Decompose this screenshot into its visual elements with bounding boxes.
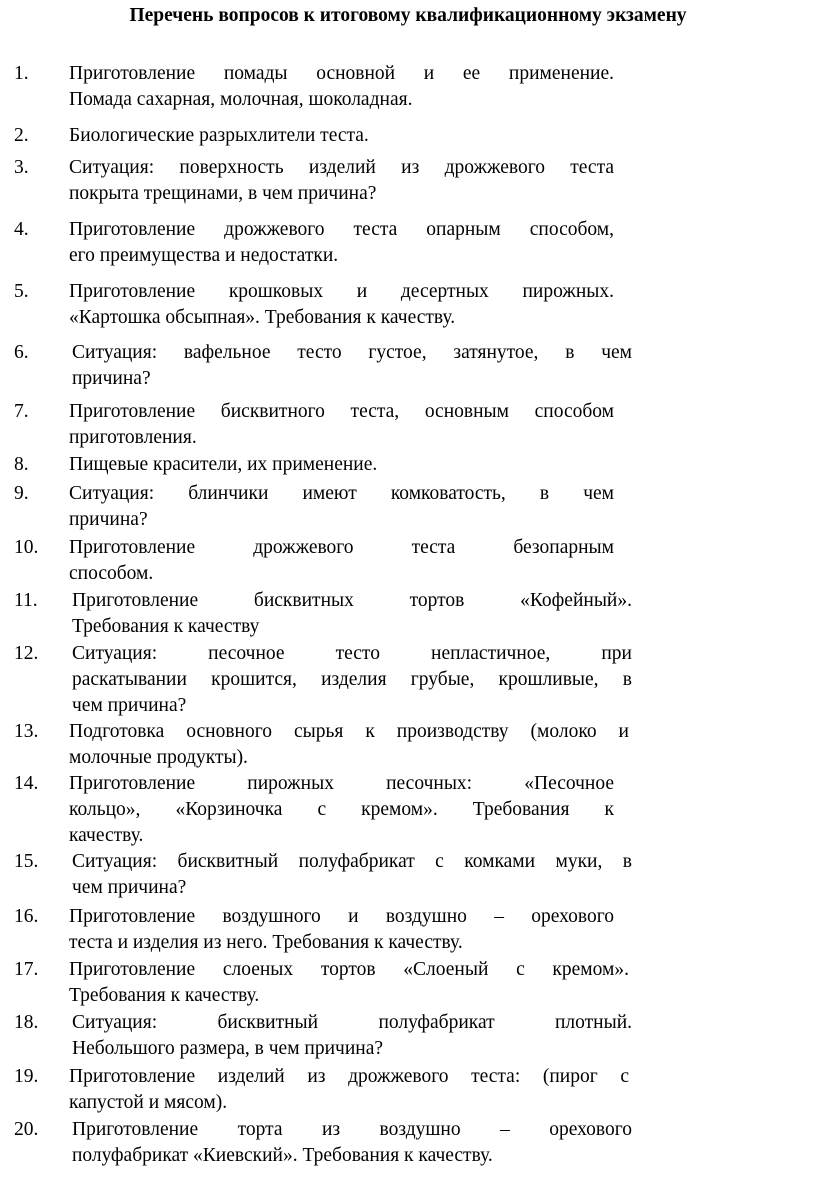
item-number: 9. (14, 483, 29, 504)
item-text (69, 155, 614, 207)
item-text (72, 1117, 632, 1169)
item-text-line: Приготовление помады основной и ее применение. (69, 63, 614, 84)
item-text-line: Приготовление бисквитного теста, основным способом (69, 401, 614, 422)
item-text (72, 849, 632, 901)
item-text-line: Требования к качеству (72, 616, 260, 637)
item-number: 6. (14, 342, 29, 363)
item-text-line: раскатывании крошится, изделия грубые, крошливые, в (72, 669, 632, 690)
item-number: 16. (14, 906, 39, 927)
item-text-line: причина? (72, 368, 151, 389)
item-number: 10. (14, 537, 39, 558)
item-text-line: Приготовление дрожжевого теста опарным способом, (69, 219, 614, 240)
item-number: 11. (14, 590, 38, 611)
item-number: 15. (14, 851, 39, 872)
item-text-line: Ситуация: песочное тесто непластичное, при (72, 643, 632, 664)
item-text-line: Ситуация: бисквитный полуфабрикат с комками муки, в (72, 851, 632, 872)
item-number: 5. (14, 281, 29, 302)
item-text (72, 588, 632, 640)
item-text-line: кольцо», «Корзиночка с кремом». Требования к (69, 799, 614, 820)
item-text (72, 340, 632, 392)
item-text-line: Ситуация: бисквитный полуфабрикат плотный. (72, 1012, 632, 1033)
item-text (69, 1064, 629, 1116)
item-text (69, 123, 614, 149)
item-text (69, 719, 629, 771)
item-text-line: способом. (69, 563, 154, 584)
item-text-line: Помада сахарная, молочная, шоколадная. (69, 89, 413, 110)
item-number: 12. (14, 643, 39, 664)
item-text-line: качеству. (69, 825, 144, 846)
item-number: 3. (14, 157, 29, 178)
item-number: 17. (14, 959, 39, 980)
page-title: Перечень вопросов к итоговому квалификационному экзамену (129, 5, 687, 26)
item-text-line: Небольшого размера, в чем причина? (72, 1038, 384, 1059)
item-text (69, 61, 614, 113)
item-text-line: причина? (69, 509, 148, 530)
item-text-line: Требования к качеству. (69, 985, 260, 1006)
item-text-line: капустой и мясом). (69, 1092, 228, 1113)
item-number: 8. (14, 454, 29, 475)
item-text-line: приготовления. (69, 427, 197, 448)
item-text (69, 957, 629, 1009)
item-text-line: Приготовление воздушного и воздушно – орехового (69, 906, 614, 927)
item-text-line: Ситуация: вафельное тесто густое, затянутое, в чем (72, 342, 632, 363)
item-number: 1. (14, 63, 29, 84)
item-number: 14. (14, 773, 39, 794)
item-number: 7. (14, 401, 29, 422)
item-text-line: Приготовление пирожных песочных: «Песочное (69, 773, 614, 794)
item-text-line: Пищевые красители, их применение. (69, 454, 378, 475)
item-text-line: «Картошка обсыпная». Требования к качеству. (69, 307, 456, 328)
item-text-line: Приготовление торта из воздушно – орехового (72, 1119, 632, 1140)
item-text (69, 279, 614, 331)
item-text (69, 452, 614, 478)
item-text-line: Приготовление дрожжевого теста безопарным (69, 537, 614, 558)
item-text-line: Приготовление крошковых и десертных пирожных. (69, 281, 614, 302)
item-text (69, 535, 614, 587)
item-number: 18. (14, 1012, 39, 1033)
item-text-line: Приготовление бисквитных тортов «Кофейный». (72, 590, 632, 611)
item-text-line: его преимущества и недостатки. (69, 245, 339, 266)
item-text (69, 399, 614, 451)
item-text-line: чем причина? (72, 695, 187, 716)
item-number: 19. (14, 1066, 39, 1087)
item-text (72, 1010, 632, 1062)
item-number: 4. (14, 219, 29, 240)
item-number: 20. (14, 1119, 39, 1140)
item-text-line: чем причина? (72, 877, 187, 898)
item-number: 13. (14, 721, 39, 742)
item-text (69, 771, 614, 849)
item-text-line: покрыта трещинами, в чем причина? (69, 183, 377, 204)
item-text-line: теста и изделия из него. Требования к качеству. (69, 932, 463, 953)
item-text (69, 481, 614, 533)
item-text-line: Подготовка основного сырья к производству (молоко и (69, 721, 629, 742)
item-text (69, 217, 614, 269)
item-text (72, 641, 632, 719)
item-number: 2. (14, 125, 29, 146)
item-text-line: Ситуация: блинчики имеют комковатость, в чем (69, 483, 614, 504)
item-text-line: Ситуация: поверхность изделий из дрожжевого теста (69, 157, 614, 178)
item-text-line: Приготовление слоеных тортов «Слоеный с кремом». (69, 959, 629, 980)
item-text-line: молочные продукты). (69, 747, 248, 768)
item-text-line: Приготовление изделий из дрожжевого теста: (пирог с (69, 1066, 629, 1087)
item-text-line: полуфабрикат «Киевский». Требования к качеству. (72, 1145, 493, 1166)
item-text-line: Биологические разрыхлители теста. (69, 125, 369, 146)
item-text (69, 904, 614, 956)
